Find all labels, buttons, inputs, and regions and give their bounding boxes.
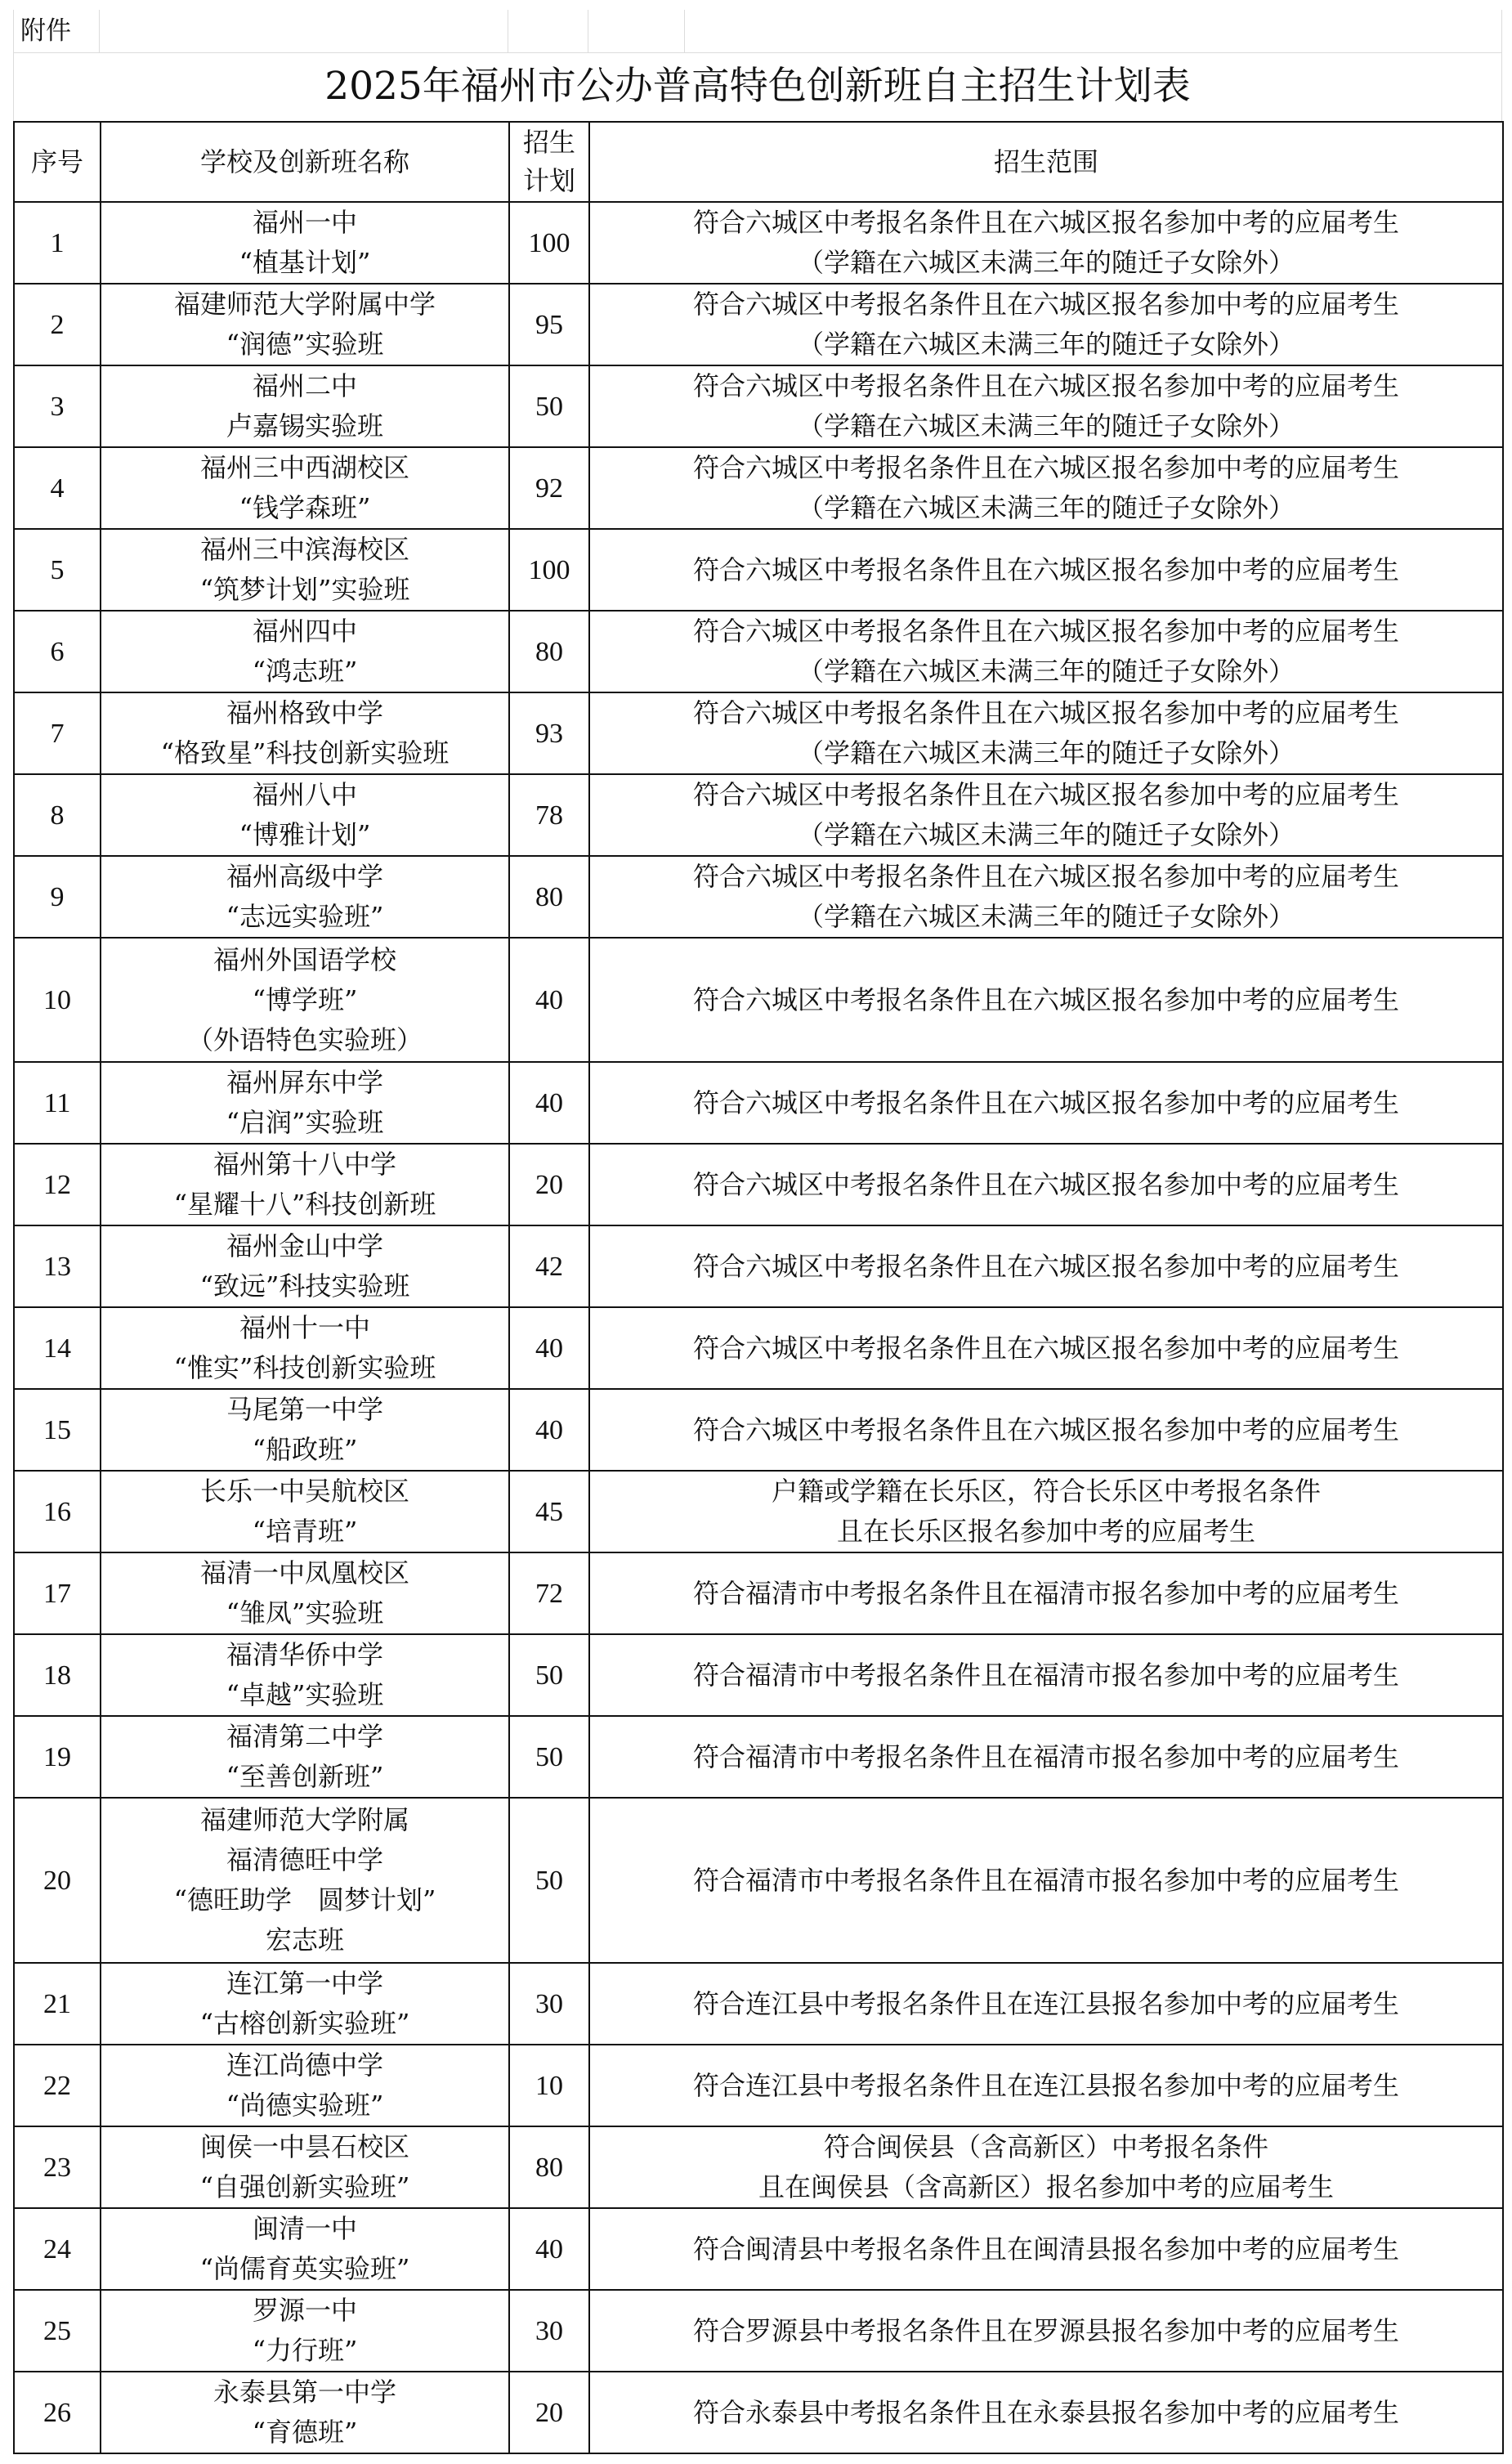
- plan-count: 40: [509, 1389, 589, 1471]
- plan-count: 10: [509, 2045, 589, 2126]
- table-body: [14, 202, 1503, 2453]
- enrollment-scope-line: 符合连江县中考报名条件且在连江县报名参加中考的应届考生: [692, 1987, 1399, 2019]
- table-row: [14, 1144, 1503, 1225]
- attachment-label: 附件: [13, 10, 100, 53]
- attachment-row: [13, 10, 1502, 52]
- enrollment-scope-line: 符合六城区中考报名条件且在六城区报名参加中考的应届考生: [692, 779, 1399, 810]
- row-index: 11: [14, 1062, 101, 1144]
- enrollment-scope-line: 户籍或学籍在长乐区，符合长乐区中考报名条件: [771, 1476, 1321, 1507]
- plan-count: 72: [509, 1552, 589, 1634]
- enrollment-scope-cell: [589, 1798, 1503, 1963]
- header-scope: 招生范围: [589, 122, 1503, 202]
- blank-cell: [100, 10, 508, 53]
- enrollment-scope-line: 符合福清市中考报名条件且在福清市报名参加中考的应届考生: [692, 1740, 1399, 1772]
- plan-count: 93: [509, 692, 589, 774]
- enrollment-scope-line: （学籍在六城区未满三年的随迁子女除外）: [797, 737, 1295, 768]
- school-name-line: 福州四中: [252, 616, 357, 647]
- table-row: [14, 1471, 1503, 1552]
- enrollment-scope-line: 符合闽侯县（含高新区）中考报名条件: [823, 2131, 1268, 2162]
- school-name-line: “自强创新实验班”: [199, 2171, 410, 2202]
- school-name-line: 福州外国语学校: [212, 943, 396, 975]
- school-name-cell: [101, 1062, 509, 1144]
- enrollment-scope-cell: [589, 1062, 1503, 1144]
- enrollment-scope-cell: [589, 856, 1503, 938]
- table-row: [14, 2126, 1503, 2208]
- school-name-line: 福州二中: [252, 370, 357, 401]
- school-name-cell: [101, 774, 509, 856]
- enrollment-scope-line: 且在长乐区报名参加中考的应届考生: [836, 1516, 1255, 1547]
- school-name-cell: [101, 447, 509, 529]
- school-name-line: “启润”实验班: [226, 1107, 384, 1138]
- table-row: [14, 447, 1503, 529]
- enrollment-scope-line: 符合六城区中考报名条件且在六城区报名参加中考的应届考生: [692, 1413, 1399, 1445]
- school-name-line: “格致星”科技创新实验班: [160, 737, 450, 768]
- table-row: [14, 938, 1503, 1062]
- enrollment-scope-line: 符合六城区中考报名条件且在六城区报名参加中考的应届考生: [692, 289, 1399, 320]
- school-name-line: “鸿志班”: [252, 656, 358, 687]
- enrollment-scope-cell: [589, 529, 1503, 611]
- school-name-line: “至善创新班”: [226, 1761, 384, 1792]
- enrollment-scope-line: （学籍在六城区未满三年的随迁子女除外）: [797, 247, 1295, 278]
- row-index: 9: [14, 856, 101, 938]
- school-name-line: 连江尚德中学: [226, 2050, 383, 2081]
- row-index: 21: [14, 1963, 101, 2045]
- school-name-line: 福清第二中学: [226, 1721, 383, 1752]
- school-name-line: “润德”实验班: [226, 329, 384, 360]
- school-name-line: “博学班”: [252, 983, 358, 1015]
- row-index: 22: [14, 2045, 101, 2126]
- school-name-line: 福州格致中学: [226, 697, 383, 728]
- school-name-cell: [101, 1225, 509, 1307]
- row-index: 13: [14, 1225, 101, 1307]
- header-plan: [509, 122, 589, 202]
- plan-count: 40: [509, 2208, 589, 2290]
- school-name-cell: [101, 202, 509, 284]
- school-name-cell: [101, 938, 509, 1062]
- school-name-cell: [101, 1963, 509, 2045]
- header-plan-line: 计划: [522, 165, 575, 196]
- enrollment-scope-line: 符合六城区中考报名条件且在六城区报名参加中考的应届考生: [692, 1332, 1399, 1364]
- header-school: 学校及创新班名称: [101, 122, 509, 202]
- table-row: [14, 529, 1503, 611]
- enrollment-scope-line: 符合罗源县中考报名条件且在罗源县报名参加中考的应届考生: [692, 2314, 1399, 2346]
- school-name-line: “培青班”: [252, 1516, 358, 1547]
- table-row: [14, 1716, 1503, 1798]
- school-name-cell: [101, 1798, 509, 1963]
- enrollment-scope-line: 符合六城区中考报名条件且在六城区报名参加中考的应届考生: [692, 697, 1399, 728]
- row-index: 18: [14, 1634, 101, 1716]
- enrollment-scope-cell: [589, 611, 1503, 692]
- table-row: [14, 1389, 1503, 1471]
- table-row: [14, 1798, 1503, 1963]
- school-name-cell: [101, 1307, 509, 1389]
- school-name-cell: [101, 1389, 509, 1471]
- table-row: [14, 365, 1503, 447]
- enrollment-scope-cell: [589, 2126, 1503, 2208]
- school-name-line: 福州第十八中学: [212, 1149, 396, 1180]
- school-name-line: 罗源一中: [252, 2295, 357, 2326]
- table-row: [14, 2372, 1503, 2453]
- plan-count: 50: [509, 1634, 589, 1716]
- school-name-line: （外语特色实验班）: [186, 1024, 423, 1055]
- plan-count: 20: [509, 1144, 589, 1225]
- row-index: 24: [14, 2208, 101, 2290]
- enrollment-scope-cell: [589, 1716, 1503, 1798]
- plan-count: 95: [509, 284, 589, 365]
- school-name-line: “博雅计划”: [239, 819, 371, 850]
- enrollment-scope-cell: [589, 692, 1503, 774]
- enrollment-scope-line: （学籍在六城区未满三年的随迁子女除外）: [797, 410, 1295, 441]
- enrollment-scope-line: 符合永泰县中考报名条件且在永泰县报名参加中考的应届考生: [692, 2396, 1399, 2428]
- row-index: 16: [14, 1471, 101, 1552]
- school-name-cell: [101, 2290, 509, 2372]
- school-name-line: 卢嘉锡实验班: [226, 410, 383, 441]
- school-name-line: 福建师范大学附属中学: [173, 289, 436, 320]
- plan-count: 50: [509, 1716, 589, 1798]
- school-name-line: 福清德旺中学: [226, 1844, 383, 1875]
- row-index: 17: [14, 1552, 101, 1634]
- enrollment-scope-cell: [589, 1225, 1503, 1307]
- row-index: 14: [14, 1307, 101, 1389]
- school-name-line: “钱学森班”: [239, 492, 371, 523]
- row-index: 4: [14, 447, 101, 529]
- enrollment-scope-line: （学籍在六城区未满三年的随迁子女除外）: [797, 819, 1295, 850]
- row-index: 15: [14, 1389, 101, 1471]
- table-row: [14, 1062, 1503, 1144]
- enrollment-scope-line: 且在闽侯县（含高新区）报名参加中考的应届考生: [758, 2171, 1334, 2202]
- enrollment-scope-line: （学籍在六城区未满三年的随迁子女除外）: [797, 492, 1295, 523]
- enrollment-scope-line: 符合六城区中考报名条件且在六城区报名参加中考的应届考生: [692, 1086, 1399, 1118]
- table-row: [14, 692, 1503, 774]
- school-name-line: “致远”科技实验班: [199, 1270, 410, 1301]
- enrollment-scope-cell: [589, 284, 1503, 365]
- table-row: [14, 774, 1503, 856]
- school-name-cell: [101, 284, 509, 365]
- enrollment-scope-line: （学籍在六城区未满三年的随迁子女除外）: [797, 656, 1295, 687]
- school-name-line: 福清一中凤凰校区: [199, 1557, 409, 1588]
- plan-count: 40: [509, 1307, 589, 1389]
- school-name-cell: [101, 365, 509, 447]
- school-name-line: 福州屏东中学: [226, 1067, 383, 1098]
- enrollment-scope-cell: [589, 774, 1503, 856]
- enrollment-scope-cell: [589, 1144, 1503, 1225]
- enrollment-scope-line: 符合连江县中考报名条件且在连江县报名参加中考的应届考生: [692, 2069, 1399, 2101]
- school-name-cell: [101, 1634, 509, 1716]
- table-row: [14, 2208, 1503, 2290]
- school-name-line: “植基计划”: [239, 247, 371, 278]
- enrollment-scope-cell: [589, 2208, 1503, 2290]
- enrollment-scope-line: 符合福清市中考报名条件且在福清市报名参加中考的应届考生: [692, 1659, 1399, 1691]
- school-name-line: “筑梦计划”实验班: [199, 574, 410, 605]
- school-name-cell: [101, 1552, 509, 1634]
- school-name-line: 福建师范大学附属: [199, 1804, 409, 1835]
- school-name-cell: [101, 2126, 509, 2208]
- school-name-cell: [101, 692, 509, 774]
- enrollment-scope-cell: [589, 938, 1503, 1062]
- school-name-line: “卓越”实验班: [226, 1679, 384, 1710]
- table-row: [14, 1225, 1503, 1307]
- plan-count: 50: [509, 365, 589, 447]
- school-name-cell: [101, 2372, 509, 2453]
- school-name-line: 宏志班: [265, 1924, 344, 1956]
- plan-count: 20: [509, 2372, 589, 2453]
- blank-cell: [685, 10, 1502, 53]
- school-name-line: “古榕创新实验班”: [199, 2008, 410, 2039]
- enrollment-scope-line: （学籍在六城区未满三年的随迁子女除外）: [797, 901, 1295, 932]
- enrollment-scope-cell: [589, 1471, 1503, 1552]
- table-row: [14, 2290, 1503, 2372]
- enrollment-scope-cell: [589, 2372, 1503, 2453]
- enrollment-scope-line: 符合六城区中考报名条件且在六城区报名参加中考的应届考生: [692, 983, 1399, 1015]
- enrollment-scope-cell: [589, 1307, 1503, 1389]
- school-name-line: “力行班”: [252, 2335, 358, 2366]
- school-name-line: “星耀十八”科技创新班: [173, 1189, 436, 1220]
- table-row: [14, 611, 1503, 692]
- plan-count: 42: [509, 1225, 589, 1307]
- school-name-line: 闽侯一中昙石校区: [199, 2131, 409, 2162]
- plan-count: 80: [509, 611, 589, 692]
- row-index: 2: [14, 284, 101, 365]
- table-row: [14, 856, 1503, 938]
- row-index: 7: [14, 692, 101, 774]
- enrollment-scope-cell: [589, 1389, 1503, 1471]
- school-name-line: “船政班”: [252, 1434, 358, 1465]
- school-name-line: 长乐一中吴航校区: [199, 1476, 409, 1507]
- table-header-row: [14, 122, 1503, 202]
- plan-count: 80: [509, 2126, 589, 2208]
- enrollment-scope-line: 符合六城区中考报名条件且在六城区报名参加中考的应届考生: [692, 370, 1399, 401]
- row-index: 3: [14, 365, 101, 447]
- school-name-cell: [101, 856, 509, 938]
- plan-count: 50: [509, 1798, 589, 1963]
- school-name-cell: [101, 2045, 509, 2126]
- table-row: [14, 1552, 1503, 1634]
- table-row: [14, 202, 1503, 284]
- school-name-cell: [101, 2208, 509, 2290]
- enrollment-scope-cell: [589, 2290, 1503, 2372]
- table-row: [14, 1963, 1503, 2045]
- enrollment-scope-line: 符合闽清县中考报名条件且在闽清县报名参加中考的应届考生: [692, 2233, 1399, 2265]
- plan-count: 45: [509, 1471, 589, 1552]
- row-index: 5: [14, 529, 101, 611]
- row-index: 23: [14, 2126, 101, 2208]
- school-name-line: “育德班”: [252, 2417, 358, 2448]
- enrollment-scope-cell: [589, 202, 1503, 284]
- school-name-line: 福州十一中: [239, 1312, 370, 1343]
- page-title: 2025年福州市公办普高特色创新班自主招生计划表: [13, 52, 1502, 121]
- school-name-cell: [101, 611, 509, 692]
- enrollment-scope-cell: [589, 447, 1503, 529]
- enrollment-scope-line: 符合六城区中考报名条件且在六城区报名参加中考的应届考生: [692, 207, 1399, 238]
- school-name-line: 福州三中滨海校区: [199, 534, 409, 565]
- header-plan-line: 招生: [522, 127, 575, 158]
- enrollment-scope-cell: [589, 1552, 1503, 1634]
- enrollment-scope-cell: [589, 2045, 1503, 2126]
- table-row: [14, 1634, 1503, 1716]
- enrollment-scope-cell: [589, 1963, 1503, 2045]
- enrollment-scope-line: 符合六城区中考报名条件且在六城区报名参加中考的应届考生: [692, 1168, 1399, 1200]
- school-name-line: 福州八中: [252, 779, 357, 810]
- blank-cell: [508, 10, 588, 53]
- plan-count: 100: [509, 529, 589, 611]
- school-name-line: “德旺助学 圆梦计划”: [173, 1884, 436, 1915]
- row-index: 25: [14, 2290, 101, 2372]
- enrollment-scope-line: （学籍在六城区未满三年的随迁子女除外）: [797, 329, 1295, 360]
- enrollment-plan-table: [13, 121, 1504, 2454]
- school-name-line: 连江第一中学: [226, 1968, 383, 1999]
- enrollment-scope-cell: [589, 365, 1503, 447]
- plan-count: 80: [509, 856, 589, 938]
- school-name-cell: [101, 1471, 509, 1552]
- enrollment-scope-line: 符合福清市中考报名条件且在福清市报名参加中考的应届考生: [692, 1864, 1399, 1896]
- plan-count: 40: [509, 938, 589, 1062]
- enrollment-scope-cell: [589, 1634, 1503, 1716]
- row-index: 26: [14, 2372, 101, 2453]
- plan-count: 92: [509, 447, 589, 529]
- school-name-line: 福州金山中学: [226, 1230, 383, 1261]
- blank-cell: [588, 10, 685, 53]
- school-name-line: 马尾第一中学: [226, 1394, 383, 1425]
- plan-count: 30: [509, 2290, 589, 2372]
- school-name-line: 闽清一中: [252, 2213, 357, 2244]
- row-index: 1: [14, 202, 101, 284]
- row-index: 6: [14, 611, 101, 692]
- plan-count: 30: [509, 1963, 589, 2045]
- school-name-line: “雏凤”实验班: [226, 1597, 384, 1628]
- enrollment-scope-line: 符合六城区中考报名条件且在六城区报名参加中考的应届考生: [692, 553, 1399, 585]
- school-name-line: 福州一中: [252, 207, 357, 238]
- school-name-line: 福清华侨中学: [226, 1639, 383, 1670]
- plan-count: 78: [509, 774, 589, 856]
- table-row: [14, 2045, 1503, 2126]
- enrollment-scope-line: 符合六城区中考报名条件且在六城区报名参加中考的应届考生: [692, 861, 1399, 892]
- school-name-line: “尚德实验班”: [226, 2090, 384, 2121]
- row-index: 20: [14, 1798, 101, 1963]
- school-name-line: 永泰县第一中学: [212, 2377, 396, 2408]
- school-name-cell: [101, 1716, 509, 1798]
- row-index: 19: [14, 1716, 101, 1798]
- table-row: [14, 1307, 1503, 1389]
- header-index: 序号: [14, 122, 101, 202]
- school-name-line: “志远实验班”: [226, 901, 384, 932]
- row-index: 10: [14, 938, 101, 1062]
- enrollment-scope-line: 符合六城区中考报名条件且在六城区报名参加中考的应届考生: [692, 452, 1399, 483]
- school-name-line: “尚儒育英实验班”: [199, 2253, 410, 2284]
- school-name-line: 福州高级中学: [226, 861, 383, 892]
- plan-count: 40: [509, 1062, 589, 1144]
- enrollment-scope-line: 符合六城区中考报名条件且在六城区报名参加中考的应届考生: [692, 616, 1399, 647]
- school-name-line: 福州三中西湖校区: [199, 452, 409, 483]
- enrollment-scope-line: 符合六城区中考报名条件且在六城区报名参加中考的应届考生: [692, 1250, 1399, 1282]
- enrollment-scope-line: 符合福清市中考报名条件且在福清市报名参加中考的应届考生: [692, 1577, 1399, 1609]
- plan-count: 100: [509, 202, 589, 284]
- school-name-line: “惟实”科技创新实验班: [173, 1352, 436, 1383]
- table-row: [14, 284, 1503, 365]
- row-index: 12: [14, 1144, 101, 1225]
- school-name-cell: [101, 529, 509, 611]
- row-index: 8: [14, 774, 101, 856]
- school-name-cell: [101, 1144, 509, 1225]
